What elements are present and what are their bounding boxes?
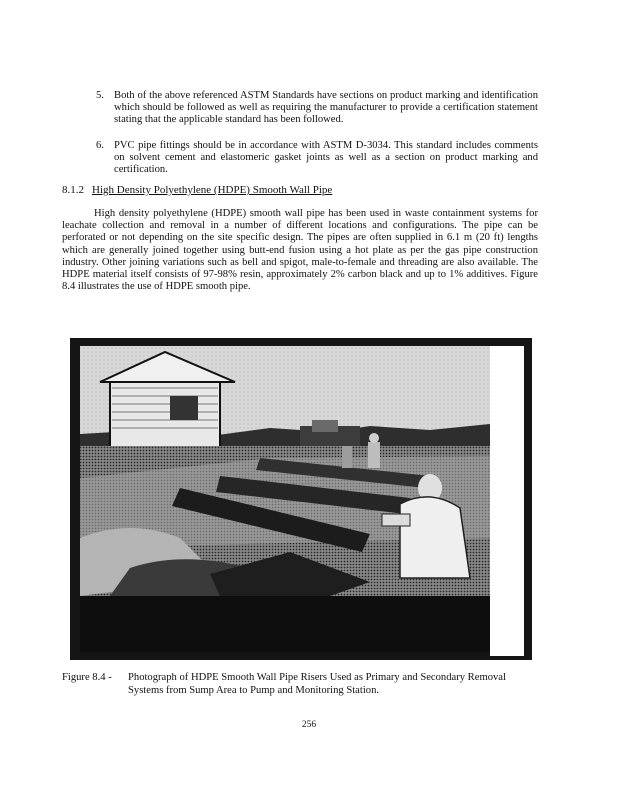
body-paragraph — [62, 208, 538, 293]
figure-caption — [62, 672, 542, 697]
paragraph-text: High density polyethylene (HDPE) smooth wall pipe has been used in waste containment systems for leachate collection and removal in a number of different locations and configurations. The pipe can be perforated or not depending on the site specific design. The pipes are often supplied in 6.1 m (20 ft) lengths which are generally joined together using butt-end fusion using a hot plate as per the gas pipe construction industry. Other joining variations such as bell and spigot, male-to-female and threading are also available. The HDPE material itself consists of 97-98% resin, approximately 2% carbon black and up to 1% additives. Figure 8.4 illustrates the use of HDPE smooth pipe. — [62, 208, 538, 293]
figure-photograph — [70, 338, 532, 660]
list-item-number: 5. — [96, 90, 104, 101]
section-title: High Density Polyethylene (HDPE) Smooth Wall Pipe — [92, 184, 333, 196]
section-number: 8.1.2 — [62, 184, 84, 196]
list-item-text: PVC pipe fittings should be in accordance with ASTM D-3034. This standard includes comments on solvent cement and elastomeric gasket joints as well as a section on product marking and certification. — [114, 140, 538, 175]
list-item-text: Both of the above referenced ASTM Standards have sections on product marking and identification which should be followed as well as requiring the manufacturer to provide a certification statement stating that the applicable standard has been followed. — [114, 90, 538, 125]
photograph-hdpe-pipe-risers — [70, 338, 532, 660]
list-item-6 — [96, 140, 538, 176]
list-item-number: 6. — [96, 140, 104, 151]
section-heading — [62, 184, 332, 197]
page-number: 256 — [301, 720, 317, 730]
list-item-5 — [96, 90, 538, 126]
figure-label: Figure 8.4 - — [62, 672, 112, 683]
figure-caption-text: Photograph of HDPE Smooth Wall Pipe Risers Used as Primary and Secondary Removal Systems from Sump Area to Pump and Monitoring Station. — [128, 672, 506, 696]
